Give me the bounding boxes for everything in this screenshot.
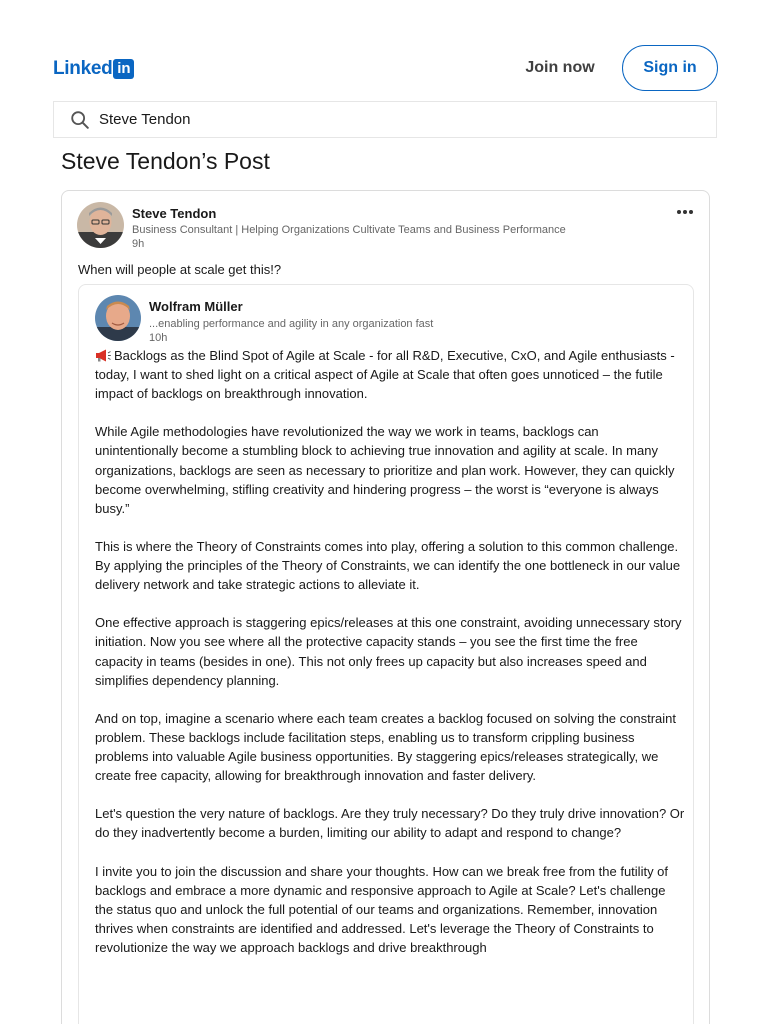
sign-in-button[interactable]: Sign in [622, 45, 718, 91]
body-paragraph: Let's question the very nature of backlogs. Are they truly necessary? Do they truly drive innovation? Or do they inadvertently become a burden, limiting our ability to adapt and respond to change? [95, 806, 685, 841]
join-now-button[interactable]: Join now [514, 48, 606, 88]
logo-in-box: in [113, 59, 134, 79]
body-paragraph: While Agile methodologies have revolutionized the way we work in teams, backlogs can unintentionally become a stumbling block to achieving true innovation and agility at scale. In many organizations, backlogs are seen as necessary to prioritize and plan work. However, they can quickly become overwhelming, stifling creativity and hindering progress – the worst is “everyone is always busy.” [95, 424, 675, 516]
reshared-post[interactable] [78, 284, 694, 1024]
reshare-timestamp: 10h [149, 332, 168, 344]
post-timestamp: 9h [132, 238, 145, 250]
body-paragraph: This is where the Theory of Constraints comes into play, offering a solution to this common challenge. By applying the principles of the Theory of Constraints, we can identify the one bottleneck in our value delivery network and take strategic actions to alleviate it. [95, 538, 681, 593]
reshare-author-headline: ...enabling performance and agility in any organization fast [149, 318, 434, 330]
post-card [61, 190, 710, 1024]
post-commentary: When will people at scale get this!? [78, 262, 282, 277]
body-paragraph: One effective approach is staggering epics/releases at this one constraint, avoiding unnecessary story initiation. Now you see where all the protective capacity stands – you see the first time the free capacity in teams (besides in one). This not only frees up capacity but also increases speed and simplifies dependency planning. [95, 615, 682, 688]
reshare-body [95, 346, 685, 976]
megaphone-icon [95, 349, 111, 362]
reshare-author-avatar[interactable] [95, 295, 141, 341]
body-paragraph: Backlogs as the Blind Spot of Agile at Scale - for all R&D, Executive, CxO, and Agile enthusiasts - today, I want to shed light on a critical aspect of Agile at Scale that often goes unnoticed – the futile impact of backlogs on breakthrough innovation. [95, 348, 675, 402]
body-paragraph: And on top, imagine a scenario where each team creates a backlog focused on solving the constraint problem. These backlogs include facilitation steps, enabling us to transform crippling business problems into valuable Agile business opportunities. By staggering epics/releases strategically, we create free capacity, allowing for breakthrough innovation and faster delivery. [95, 710, 677, 784]
more-options-icon[interactable] [672, 199, 698, 219]
site-header [0, 0, 768, 100]
body-paragraph: I invite you to join the discussion and share your thoughts. How can we break free from the futility of backlogs and embrace a more dynamic and responsive approach to Agile at Scale? Let's challenge the status quo and unlock the full potential of our teams and organizations. Remember, innovation thrives when constraints are identified and addressed. Let's leverage the Theory of Constraints to revolutionize the way we approach backlogs and drive breakthrough [95, 863, 669, 955]
page-title: Steve Tendon’s Post [61, 148, 270, 174]
author-name[interactable]: Steve Tendon [132, 206, 217, 221]
search-icon [69, 109, 91, 131]
logo-wordmark: Linked [53, 58, 113, 79]
search-input[interactable] [99, 111, 699, 128]
reshare-author-name[interactable]: Wolfram Müller [149, 299, 243, 314]
author-avatar[interactable] [77, 202, 124, 248]
linkedin-logo[interactable] [53, 58, 134, 80]
search-bar[interactable] [53, 101, 717, 138]
author-headline: Business Consultant | Helping Organizations Cultivate Teams and Business Performance [132, 224, 566, 236]
